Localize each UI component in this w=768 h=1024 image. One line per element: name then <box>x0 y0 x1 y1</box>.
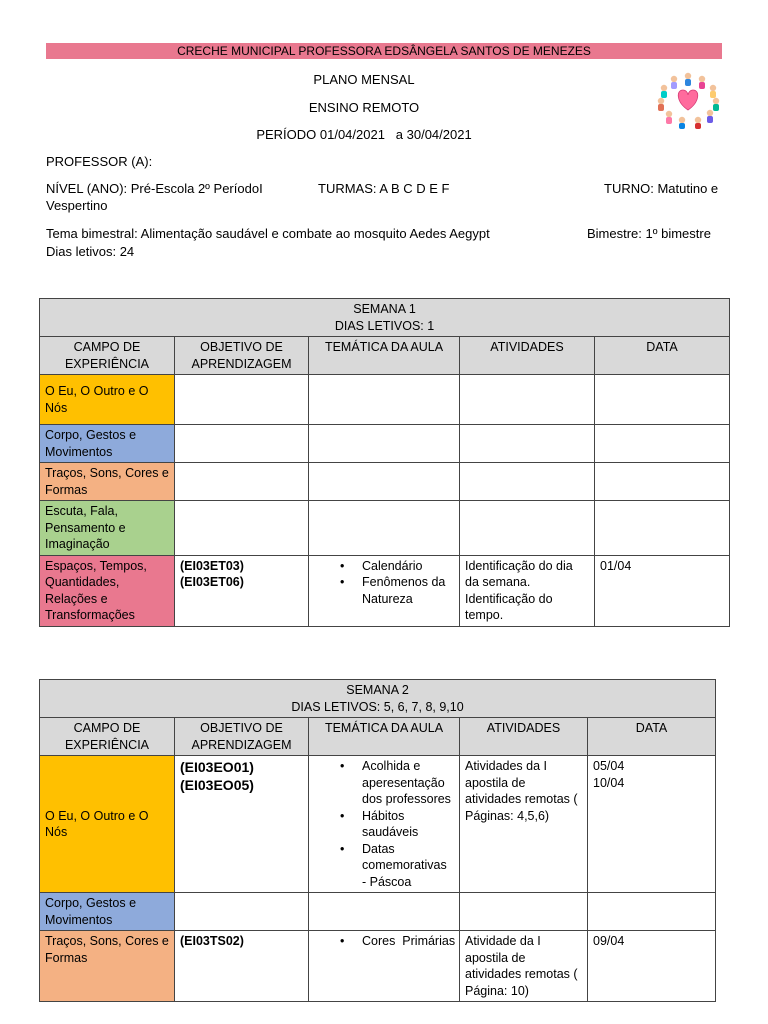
table-row <box>40 555 730 626</box>
table-row <box>40 375 730 425</box>
table-row <box>40 425 730 463</box>
field-tracos: Traços, Sons, Cores e Formas <box>40 931 175 1002</box>
col-campo: CAMPO DE EXPERIÊNCIA <box>40 337 175 375</box>
plan-title: PLANO MENSAL <box>313 72 415 87</box>
period-line: PERÍODO 01/04/2021 a 30/04/2021 <box>256 127 472 142</box>
teacher-label: PROFESSOR (A): <box>46 154 153 169</box>
activity-text: Identificação do dia da semana. Identificação do tempo. <box>460 555 595 626</box>
school-days-total: Dias letivos: 24 <box>46 244 135 259</box>
field-escuta: Escuta, Fala, Pensamento e Imaginação <box>40 501 175 556</box>
table-row <box>40 463 730 501</box>
table-row <box>40 756 716 893</box>
field-espacos: Espaços, Tempos, Quantidades, Relações e Transformações <box>40 555 175 626</box>
field-tracos: Traços, Sons, Cores e Formas <box>40 463 175 501</box>
table-row <box>40 931 716 1002</box>
lesson-topics <box>309 756 460 893</box>
col-objetivo: OBJETIVO DE APRENDIZAGEM <box>175 337 309 375</box>
col-atividades: ATIVIDADES <box>460 718 588 756</box>
col-data: DATA <box>595 337 730 375</box>
col-data: DATA <box>588 718 716 756</box>
week2-table <box>39 679 716 1002</box>
col-objetivo: OBJETIVO DE APRENDIZAGEM <box>175 718 309 756</box>
table-row <box>40 893 716 931</box>
col-tematica: TEMÁTICA DA AULA <box>309 718 460 756</box>
bimester-label: Bimestre: 1º bimestre <box>587 226 711 241</box>
school-logo <box>652 70 724 130</box>
list-item: • Fenômenos da Natureza <box>362 574 454 607</box>
objective-codes: (EI03ET03) (EI03ET06) <box>175 555 309 626</box>
shift-label: TURNO: Matutino e <box>604 181 719 196</box>
field-corpo: Corpo, Gestos e Movimentos <box>40 893 175 931</box>
week1-table <box>39 298 730 627</box>
field-eu: O Eu, O Outro e O Nós <box>40 756 175 893</box>
classes-label: TURMAS: A B C D E F <box>318 181 450 196</box>
week1-days: DIAS LETIVOS: 1 <box>334 318 435 333</box>
week2-header <box>40 680 716 718</box>
list-item: • Calendário <box>362 558 454 575</box>
field-corpo: Corpo, Gestos e Movimentos <box>40 425 175 463</box>
objective-codes: (EI03EO01) (EI03EO05) <box>175 756 309 893</box>
teaching-mode: ENSINO REMOTO <box>308 100 420 115</box>
objective-codes: (EI03TS02) <box>175 931 309 1002</box>
date-text: 09/04 <box>588 931 716 1002</box>
lesson-topics <box>309 555 460 626</box>
field-eu: O Eu, O Outro e O Nós <box>40 375 175 425</box>
lesson-topics <box>309 931 460 1002</box>
date-text: 01/04 <box>595 555 730 626</box>
week1-title: SEMANA 1 <box>353 302 416 316</box>
week1-column-headers <box>40 337 730 375</box>
week2-column-headers <box>40 718 716 756</box>
date-text: 05/04 10/04 <box>588 756 716 893</box>
shift-label-cont: Vespertino <box>46 198 108 213</box>
table-row <box>40 501 730 556</box>
activity-text: Atividades da I apostila de atividades remotas ( Páginas: 4,5,6) <box>460 756 588 893</box>
col-tematica: TEMÁTICA DA AULA <box>309 337 460 375</box>
level-label: NÍVEL (ANO): Pré-Escola 2º PeríodoI <box>46 181 263 196</box>
activity-text: Atividade da I apostila de atividades remotas ( Página: 10) <box>460 931 588 1002</box>
bimester-theme: Tema bimestral: Alimentação saudável e combate ao mosquito Aedes Aegypt <box>46 226 490 241</box>
col-atividades: ATIVIDADES <box>460 337 595 375</box>
week2-title: SEMANA 2 <box>346 683 409 697</box>
col-campo: CAMPO DE EXPERIÊNCIA <box>40 718 175 756</box>
week1-header <box>40 299 730 337</box>
school-name-banner: CRECHE MUNICIPAL PROFESSORA EDSÂNGELA SANTOS DE MENEZES <box>46 43 722 59</box>
list-item: • Hábitos saudáveis <box>362 808 454 841</box>
list-item: • Cores Primárias <box>362 933 454 950</box>
list-item: • Acolhida e aperesentação dos professores <box>362 758 454 808</box>
list-item: • Datas comemorativas - Páscoa <box>362 841 454 891</box>
week2-days: DIAS LETIVOS: 5, 6, 7, 8, 9,10 <box>291 699 464 714</box>
